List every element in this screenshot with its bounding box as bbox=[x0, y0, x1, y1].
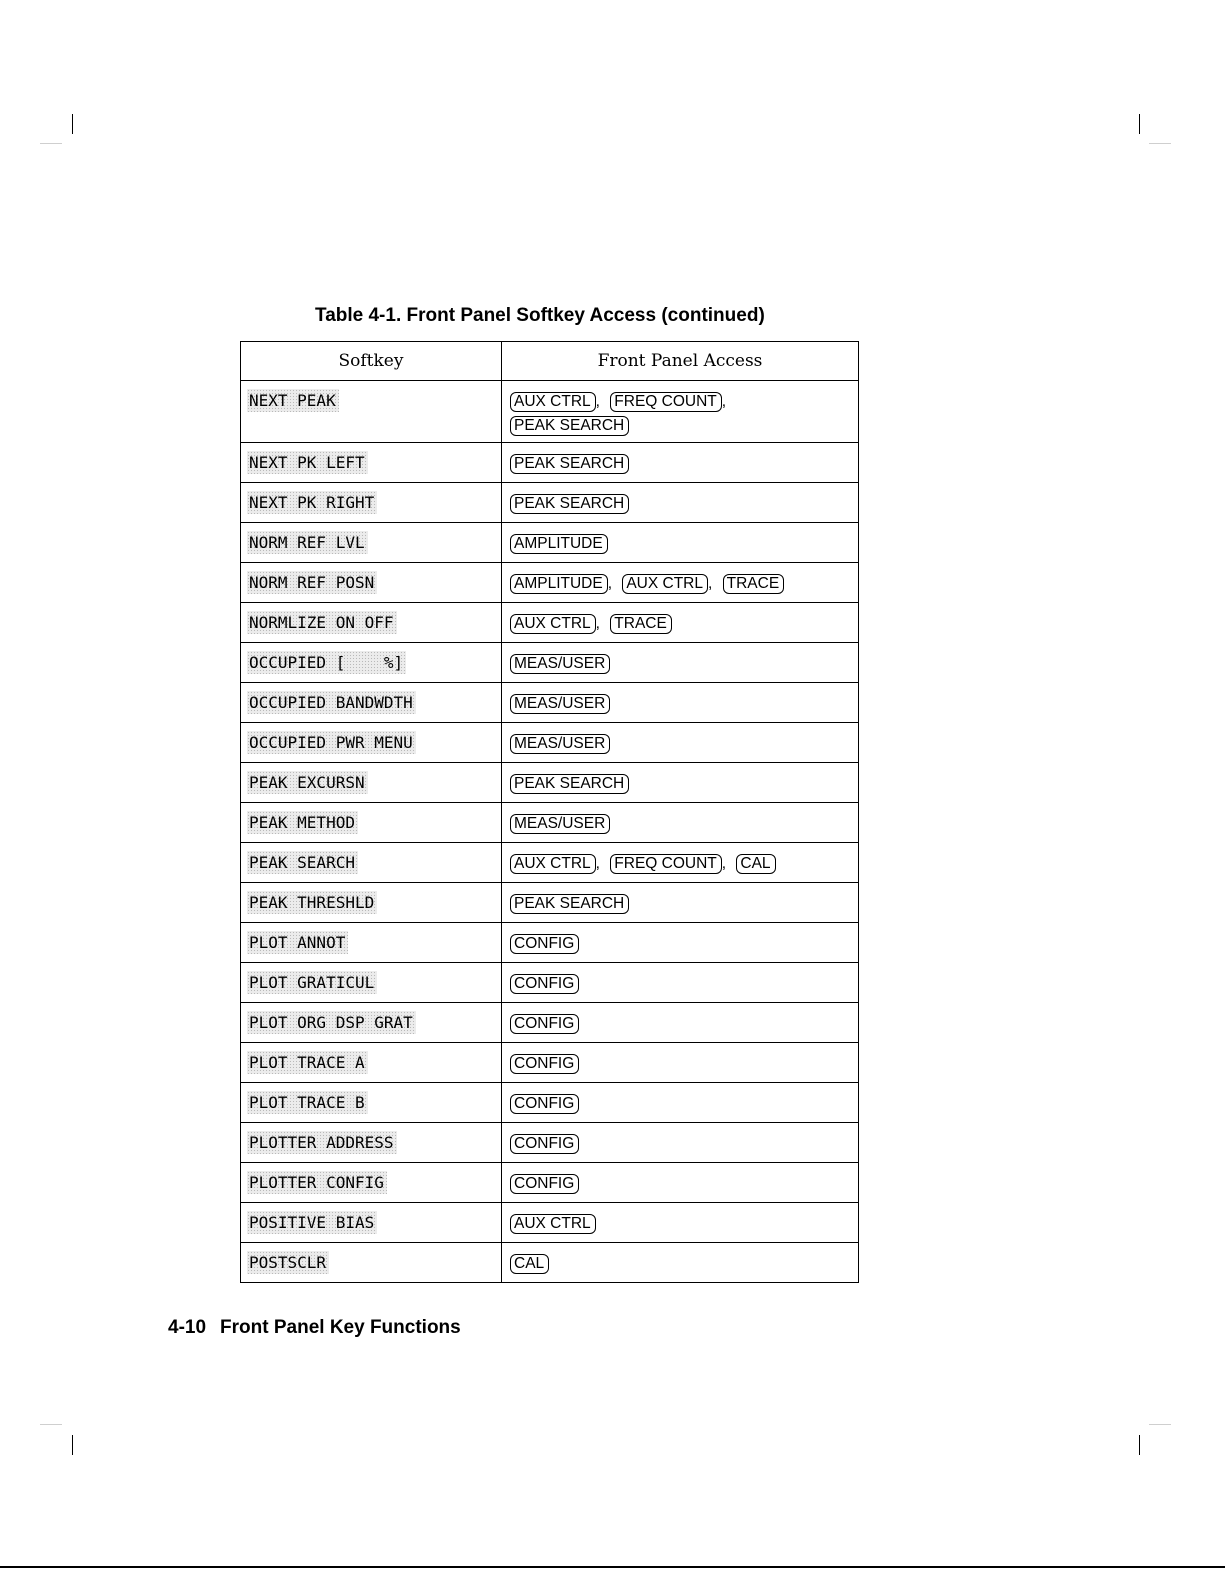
table-body bbox=[241, 381, 859, 1283]
front-panel-key: AUX CTRL bbox=[510, 392, 596, 412]
table-row bbox=[241, 923, 859, 963]
softkey-cell bbox=[241, 1043, 502, 1083]
table-row bbox=[241, 603, 859, 643]
table-row bbox=[241, 1163, 859, 1203]
table-row bbox=[241, 763, 859, 803]
front-panel-access-cell bbox=[502, 1043, 859, 1083]
softkey-label: PEAK SEARCH bbox=[247, 851, 358, 874]
softkey-label: PLOT GRATICUL bbox=[247, 971, 377, 994]
front-panel-key: AMPLITUDE bbox=[510, 534, 608, 554]
softkey-label: OCCUPIED BANDWDTH bbox=[247, 691, 416, 714]
softkey-cell bbox=[241, 483, 502, 523]
crop-mark-bottom-right bbox=[1139, 1435, 1140, 1455]
softkey-cell bbox=[241, 603, 502, 643]
front-panel-access-cell bbox=[502, 803, 859, 843]
front-panel-key: CONFIG bbox=[510, 934, 579, 954]
softkey-cell bbox=[241, 1123, 502, 1163]
softkey-label: OCCUPIED [ %] bbox=[247, 651, 406, 674]
crop-mark-bottom-left bbox=[72, 1435, 73, 1455]
softkey-label: PLOT TRACE A bbox=[247, 1051, 368, 1074]
table-row bbox=[241, 1043, 859, 1083]
front-panel-access-cell: AUX CTRL , FREQ COUNT , CAL bbox=[502, 843, 859, 883]
front-panel-key: MEAS/USER bbox=[510, 814, 610, 834]
softkey-label: PLOT TRACE B bbox=[247, 1091, 368, 1114]
front-panel-access-cell bbox=[502, 483, 859, 523]
front-panel-key: CAL bbox=[736, 854, 775, 874]
softkey-label: PLOTTER ADDRESS bbox=[247, 1131, 397, 1154]
softkey-cell bbox=[241, 683, 502, 723]
table-row bbox=[241, 1123, 859, 1163]
softkey-cell bbox=[241, 1203, 502, 1243]
front-panel-key: AUX CTRL bbox=[510, 1214, 596, 1234]
table-title: Table 4-1. Front Panel Softkey Access (continued) bbox=[315, 305, 765, 326]
softkey-cell bbox=[241, 563, 502, 603]
front-panel-access-cell bbox=[502, 963, 859, 1003]
softkey-label: NORM REF POSN bbox=[247, 571, 377, 594]
front-panel-key: PEAK SEARCH bbox=[510, 416, 629, 436]
softkey-cell bbox=[241, 803, 502, 843]
front-panel-access-cell bbox=[502, 683, 859, 723]
softkey-label: NORMLIZE ON OFF bbox=[247, 611, 397, 634]
softkey-label: PLOT ORG DSP GRAT bbox=[247, 1011, 416, 1034]
table-row bbox=[241, 381, 859, 443]
front-panel-key: FREQ COUNT bbox=[610, 854, 721, 874]
crop-mark-bottom-left-h bbox=[40, 1424, 62, 1425]
front-panel-key: AMPLITUDE bbox=[510, 574, 608, 594]
crop-mark-bottom-right-h bbox=[1149, 1424, 1171, 1425]
table-row bbox=[241, 843, 859, 883]
softkey-label: POSTSCLR bbox=[247, 1251, 329, 1274]
softkey-cell bbox=[241, 963, 502, 1003]
front-panel-key: TRACE bbox=[610, 614, 672, 634]
front-panel-key: CONFIG bbox=[510, 1054, 579, 1074]
bottom-rule bbox=[0, 1566, 1225, 1568]
access-column-header: Front Panel Access bbox=[502, 342, 859, 381]
front-panel-key: CONFIG bbox=[510, 974, 579, 994]
softkey-cell bbox=[241, 381, 502, 443]
softkey-cell bbox=[241, 643, 502, 683]
table-row bbox=[241, 963, 859, 1003]
softkey-label: NEXT PK RIGHT bbox=[247, 491, 377, 514]
section-title: Front Panel Key Functions bbox=[220, 1317, 461, 1338]
front-panel-access-cell bbox=[502, 1203, 859, 1243]
table-row bbox=[241, 803, 859, 843]
front-panel-access-cell bbox=[502, 1083, 859, 1123]
front-panel-key: CAL bbox=[510, 1254, 549, 1274]
front-panel-key: AUX CTRL bbox=[622, 574, 708, 594]
table-row bbox=[241, 1003, 859, 1043]
softkey-label: PLOT ANNOT bbox=[247, 931, 348, 954]
crop-mark-top-left-h bbox=[40, 143, 62, 144]
front-panel-access-cell bbox=[502, 523, 859, 563]
page-footer bbox=[168, 1317, 461, 1339]
softkey-cell bbox=[241, 1083, 502, 1123]
front-panel-access-cell bbox=[502, 1003, 859, 1043]
front-panel-access-cell: AUX CTRL , TRACE bbox=[502, 603, 859, 643]
softkey-label: NORM REF LVL bbox=[247, 531, 368, 554]
front-panel-access-cell: AUX CTRL , FREQ COUNT , PEAK SEARCH bbox=[502, 381, 859, 443]
front-panel-access-cell bbox=[502, 923, 859, 963]
table-header-row bbox=[241, 342, 859, 381]
front-panel-access-cell bbox=[502, 643, 859, 683]
front-panel-key: CONFIG bbox=[510, 1094, 579, 1114]
crop-mark-top-right-h bbox=[1149, 143, 1171, 144]
softkey-cell bbox=[241, 883, 502, 923]
front-panel-key: PEAK SEARCH bbox=[510, 494, 629, 514]
softkey-cell bbox=[241, 723, 502, 763]
softkey-cell bbox=[241, 1163, 502, 1203]
front-panel-key: MEAS/USER bbox=[510, 654, 610, 674]
softkey-label: PEAK EXCURSN bbox=[247, 771, 368, 794]
softkey-label: POSITIVE BIAS bbox=[247, 1211, 377, 1234]
front-panel-access-cell bbox=[502, 1243, 859, 1283]
front-panel-key: MEAS/USER bbox=[510, 734, 610, 754]
softkey-label: NEXT PK LEFT bbox=[247, 451, 368, 474]
table-row bbox=[241, 883, 859, 923]
front-panel-key: AUX CTRL bbox=[510, 854, 596, 874]
front-panel-key: PEAK SEARCH bbox=[510, 774, 629, 794]
table-row bbox=[241, 1243, 859, 1283]
front-panel-access-cell bbox=[502, 1123, 859, 1163]
table-row bbox=[241, 683, 859, 723]
front-panel-access-cell bbox=[502, 443, 859, 483]
front-panel-key: PEAK SEARCH bbox=[510, 894, 629, 914]
softkey-label: PEAK THRESHLD bbox=[247, 891, 377, 914]
table-row bbox=[241, 1083, 859, 1123]
table-row bbox=[241, 723, 859, 763]
front-panel-access-cell bbox=[502, 763, 859, 803]
softkey-column-header: Softkey bbox=[241, 342, 502, 381]
softkey-cell bbox=[241, 843, 502, 883]
softkey-label: OCCUPIED PWR MENU bbox=[247, 731, 416, 754]
front-panel-key: AUX CTRL bbox=[510, 614, 596, 634]
front-panel-key: PEAK SEARCH bbox=[510, 454, 629, 474]
softkey-cell bbox=[241, 523, 502, 563]
table-row bbox=[241, 643, 859, 683]
table-row bbox=[241, 1203, 859, 1243]
softkey-cell bbox=[241, 443, 502, 483]
front-panel-key: CONFIG bbox=[510, 1174, 579, 1194]
softkey-label: NEXT PEAK bbox=[247, 389, 339, 412]
crop-mark-top-left bbox=[72, 114, 73, 134]
table-row bbox=[241, 443, 859, 483]
front-panel-key: CONFIG bbox=[510, 1134, 579, 1154]
front-panel-access-cell bbox=[502, 1163, 859, 1203]
crop-mark-top-right bbox=[1139, 114, 1140, 134]
softkey-cell bbox=[241, 1003, 502, 1043]
front-panel-access-cell bbox=[502, 723, 859, 763]
softkey-cell bbox=[241, 923, 502, 963]
page-number: 4-10 bbox=[168, 1317, 207, 1338]
softkey-label: PLOTTER CONFIG bbox=[247, 1171, 387, 1194]
front-panel-access-cell bbox=[502, 883, 859, 923]
front-panel-key: TRACE bbox=[723, 574, 785, 594]
front-panel-access-cell: AMPLITUDE , AUX CTRL , TRACE bbox=[502, 563, 859, 603]
softkey-cell bbox=[241, 763, 502, 803]
softkey-cell bbox=[241, 1243, 502, 1283]
front-panel-key: FREQ COUNT bbox=[610, 392, 721, 412]
table-row bbox=[241, 523, 859, 563]
table-row bbox=[241, 483, 859, 523]
table-row bbox=[241, 563, 859, 603]
softkey-label: PEAK METHOD bbox=[247, 811, 358, 834]
softkey-access-table bbox=[240, 341, 859, 1283]
front-panel-key: MEAS/USER bbox=[510, 694, 610, 714]
front-panel-key: CONFIG bbox=[510, 1014, 579, 1034]
